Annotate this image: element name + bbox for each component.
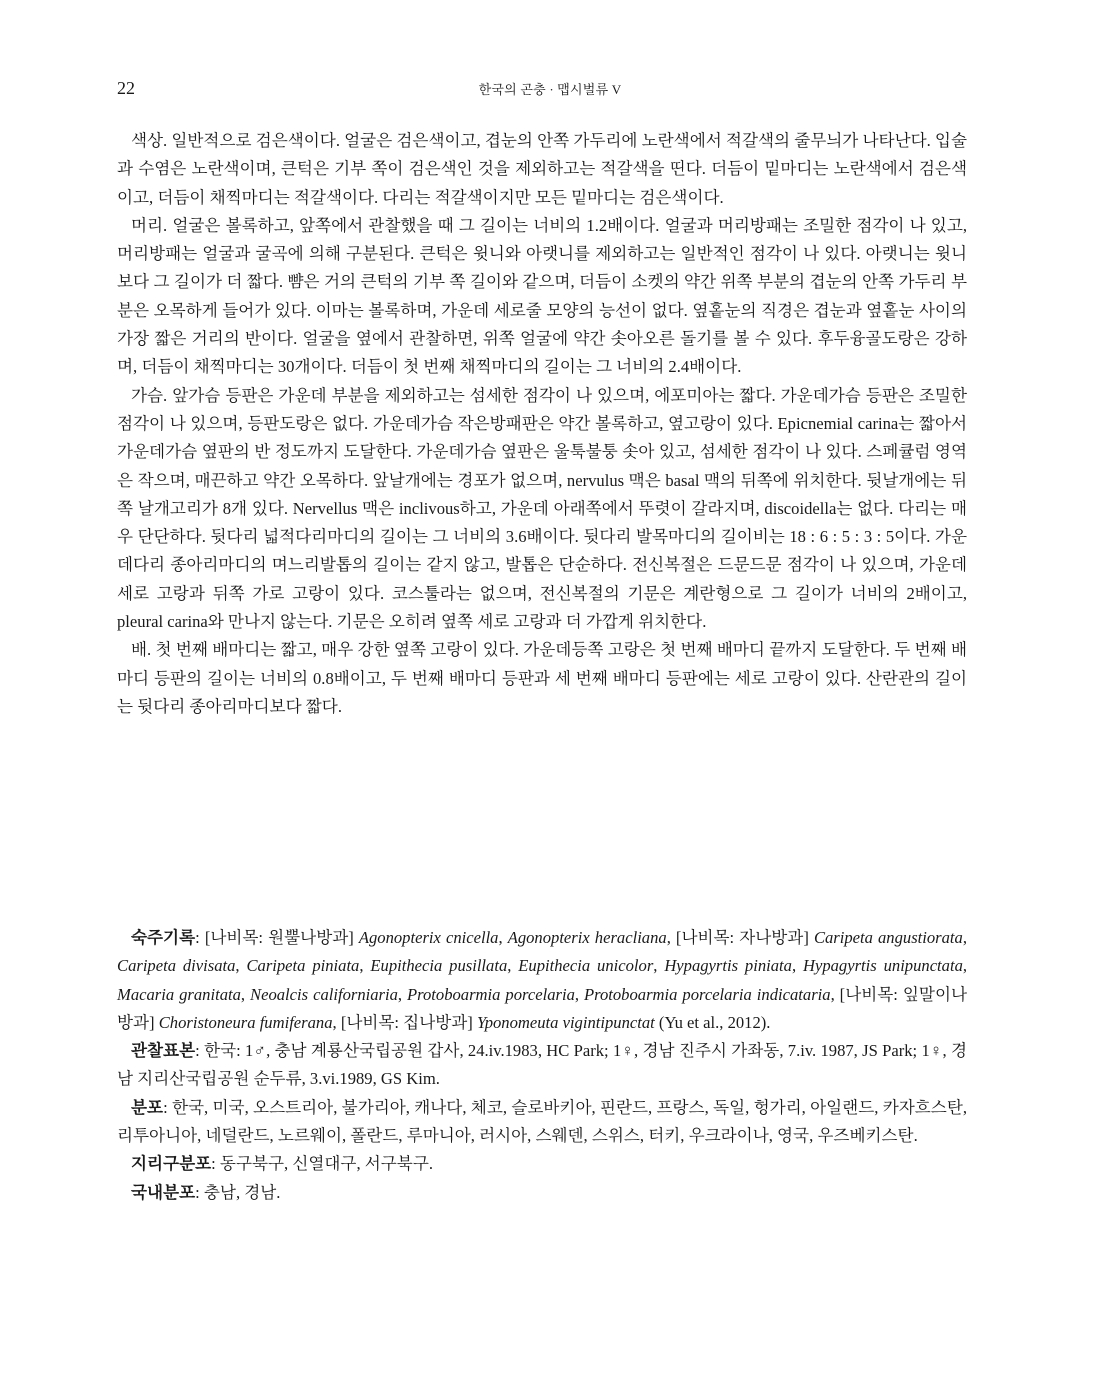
specimens-text: 한국: 1♂, 충남 계룡산국립공원 갑사, 24.iv.1983, HC Park; 1♀, 경남 진주시 가좌동, 7.iv. 1987, JS Park; 1♀, 경남 지리산국립공원 순두류, 3.vi.1989, GS Kim. <box>117 1041 967 1089</box>
specimens-paragraph: 관찰표본: 한국: 1♂, 충남 계룡산국립공원 갑사, 24.iv.1983, HC Park; 1♀, 경남 진주시 가좌동, 7.iv. 1987, JS Park; 1♀, 경남 지리산국립공원 순두류, 3.vi.1989, GS Kim. <box>117 1041 967 1089</box>
host-records-segment: , [나비목: 잎말이나방과] <box>117 984 968 1032</box>
host-species-name: Protoboarmia porcelaria <box>407 984 575 1004</box>
host-species-name: Hypagyrtis unipunctata <box>802 956 963 976</box>
geo-distribution-paragraph: 지리구분포: 동구북구, 신열대구, 서구북구. <box>131 1154 434 1174</box>
host-records-segment: , [나비목: 집나방과] <box>332 1012 477 1032</box>
domestic-distribution-paragraph: 국내분포: 충남, 경남. <box>131 1182 281 1202</box>
host-species-name: Neoalcis californiaria <box>250 984 398 1004</box>
host-species-name: Agonopterix heracliana <box>507 928 667 947</box>
domestic-distribution-text: 충남, 경남. <box>203 1182 281 1202</box>
host-records-segment: (Yu et al., 2012). <box>654 1012 771 1032</box>
host-species-name: Caripeta angustiorata <box>813 928 963 947</box>
running-head: 한국의 곤충 · 맵시벌류 V <box>478 82 622 97</box>
abdomen-paragraph: 배. 첫 번째 배마디는 짧고, 매우 강한 옆쪽 고랑이 있다. 가운데등쪽 고랑은 첫 번째 배마디 끝까지 도달한다. 두 번째 배마디 등판의 길이는 너비의 0.8배이고, 두 번째 배마디 등판과 세 번째 배마디 등판에는 세로 고랑이 있다. 산란관의 길이는 뒷다리 종아리마디보다 짧다. <box>117 640 967 716</box>
distribution-text: 한국, 미국, 오스트리아, 불가리아, 캐나다, 체코, 슬로바키아, 핀란드, 프랑스, 독일, 헝가리, 아일랜드, 카자흐스탄, 리투아니아, 네덜란드, 노르웨이, 폴란드, 루마니아, 러시아, 스웨덴, 스위스, 터키, 우크라이나, 영국, 우즈베키스탄. <box>117 1097 967 1146</box>
host-species-name: Yponomeuta vigintipunctat <box>476 1012 655 1032</box>
host-records-segment: , <box>359 956 371 976</box>
host-species-name: Eupithecia pusillata <box>370 956 508 976</box>
host-records-segment: , <box>498 928 508 947</box>
host-species-name: Caripeta piniata <box>246 956 360 976</box>
records-section <box>117 924 967 1207</box>
host-species-name: Hypagyrtis piniata <box>664 956 792 976</box>
specimens-label: 관찰표본 <box>131 1041 196 1061</box>
page-number: 22 <box>117 78 135 98</box>
host-records-paragraph: 숙주기록: [나비목: 원뿔나방과] Agonopterix cnicella, Agonopterix heracliana, [나비목: 자나방과] Caripeta angustiorata, Caripeta divisata, Caripeta piniata, Eupithecia pusillata, Eupithecia unicolor, Hypagyrtis piniata, Hypagyrtis unipunctata, Macaria granitata, Neoalcis californiaria, Protoboarmia porcelaria, Protoboarmia porcelaria indicataria, [나비목: 잎말이나방과] Choristoneura fumiferana, [나비목: 집나방과] Yponomeuta vigintipunctat (Yu et al., 2012). <box>117 928 968 1032</box>
host-records-segment: , <box>574 984 584 1004</box>
domestic-distribution-label: 국내분포 <box>131 1182 196 1202</box>
distribution-label: 분포 <box>131 1097 164 1117</box>
host-records-segment: , <box>653 956 665 976</box>
host-species-name: Caripeta divisata <box>117 956 236 976</box>
geo-distribution-label: 지리구분포 <box>131 1154 212 1174</box>
host-species-name: Protoboarmia porcelaria indicataria <box>584 984 831 1004</box>
host-species-name: Eupithecia unicolor <box>518 956 654 976</box>
host-species-name: Agonopterix cnicella <box>358 928 499 947</box>
host-records-segment: , <box>235 956 247 976</box>
geo-distribution-text: 동구북구, 신열대구, 서구북구. <box>219 1154 434 1174</box>
host-records-segment: , <box>962 956 968 976</box>
host-records-text <box>117 928 967 1032</box>
species-description <box>117 127 967 721</box>
thorax-paragraph: 가슴. 앞가슴 등판은 가운데 부분을 제외하고는 섬세한 점각이 나 있으며, 에포미아는 짧다. 가운데가슴 등판은 조밀한 점각이 나 있으며, 등판도랑은 없다. 가운데가슴 작은방패판은 약간 볼록하고, 옆고랑이 있다. Epicnemial carina는 짧아서 가운데가슴 옆판의 반 정도까지 도달한다. 가운데가슴 옆판은 울툭불퉁 솟아 있고, 섬세한 점각이 나 있다. 스페큘럼 영역은 작으며, 매끈하고 약간 오목하다. 앞날개에는 경포가 없으며, nervulus 맥은 basal 맥의 뒤쪽에 위치한다. 뒷날개에는 뒤쪽 날개고리가 8개 있다. Nervellus 맥은 inclivous하고, 가운데 아래쪽에서 뚜렷이 갈라지며, discoidella는 없다. 다리는 매우 단단하다. 뒷다리 넓적다리마디의 길이는 그 너비의 3.6배이다. 뒷다리 발목마디의 길이비는 18 : 6 : 5 : 3 : 5이다. 가운데다리 종아리마디의 며느리발톱의 길이는 같지 않고, 발톱은 단순하다. 전신복절은 드문드문 점각이 나 있으며, 가운데 세로 고랑과 뒤쪽 가로 고랑이 있다. 코스툴라는 없으며, 전신복절의 기문은 계란형으로 그 길이가 너비의 2배이고, pleural carina와 만나지 않는다. 기문은 오히려 옆쪽 세로 고랑과 더 가깝게 위치한다. <box>117 385 967 632</box>
host-species-name: Choristoneura fumiferana <box>158 1012 333 1032</box>
head-paragraph: 머리. 얼굴은 볼록하고, 앞쪽에서 관찰했을 때 그 길이는 너비의 1.2배이다. 얼굴과 머리방패는 조밀한 점각이 나 있고, 머리방패는 얼굴과 굴곡에 의해 구분된다. 큰턱은 윗니와 아랫니를 제외하고는 일반적인 점각이 나 있다. 아랫니는 윗니보다 그 길이가 더 짧다. 뺨은 거의 큰턱의 기부 쪽 길이와 같으며, 더듬이 소켓의 약간 위쪽 부분의 겹눈의 안쪽 가두리 부분은 오목하게 들어가 있다. 이마는 볼록하며, 가운데 세로줄 모양의 능선이 없다. 옆홑눈의 직경은 겹눈과 옆홑눈 사이의 가장 짧은 거리의 반이다. 얼굴을 옆에서 관찰하면, 위쪽 얼굴에 약간 솟아오른 돌기를 볼 수 있다. 후두융골도랑은 강하며, 더듬이 채찍마디는 30개이다. 더듬이 첫 번째 채찍마디의 길이는 그 너비의 2.4배이다. <box>117 215 967 377</box>
host-records-segment: , <box>962 928 967 947</box>
host-records-segment: , <box>397 984 408 1004</box>
color-paragraph: 색상. 일반적으로 검은색이다. 얼굴은 검은색이고, 겹눈의 안쪽 가두리에 노란색에서 적갈색의 줄무늬가 나타난다. 입술과 수염은 노란색이며, 큰턱은 기부 쪽이 검은색인 것을 제외하고는 적갈색을 띤다. 더듬이 밑마디는 노란색에서 검은색이고, 더듬이 채찍마디는 적갈색이다. 다리는 적갈색이지만 모든 밑마디는 검은색이다. <box>117 131 967 207</box>
host-records-segment: [나비목: 원뿔나방과] <box>204 928 359 947</box>
host-records-segment: , <box>791 956 803 976</box>
host-records-label: 숙주기록 <box>131 928 196 947</box>
host-records-segment: , [나비목: 자나방과] <box>666 928 814 947</box>
host-species-name: Macaria granitata <box>117 984 241 1004</box>
host-records-segment: , <box>240 984 251 1004</box>
host-records-segment: , <box>507 956 519 976</box>
distribution-paragraph: 분포: 한국, 미국, 오스트리아, 불가리아, 캐나다, 체코, 슬로바키아, 핀란드, 프랑스, 독일, 헝가리, 아일랜드, 카자흐스탄, 리투아니아, 네덜란드, 노르웨이, 폴란드, 루마니아, 러시아, 스웨덴, 스위스, 터키, 우크라이나, 영국, 우즈베키스탄. <box>117 1097 967 1146</box>
